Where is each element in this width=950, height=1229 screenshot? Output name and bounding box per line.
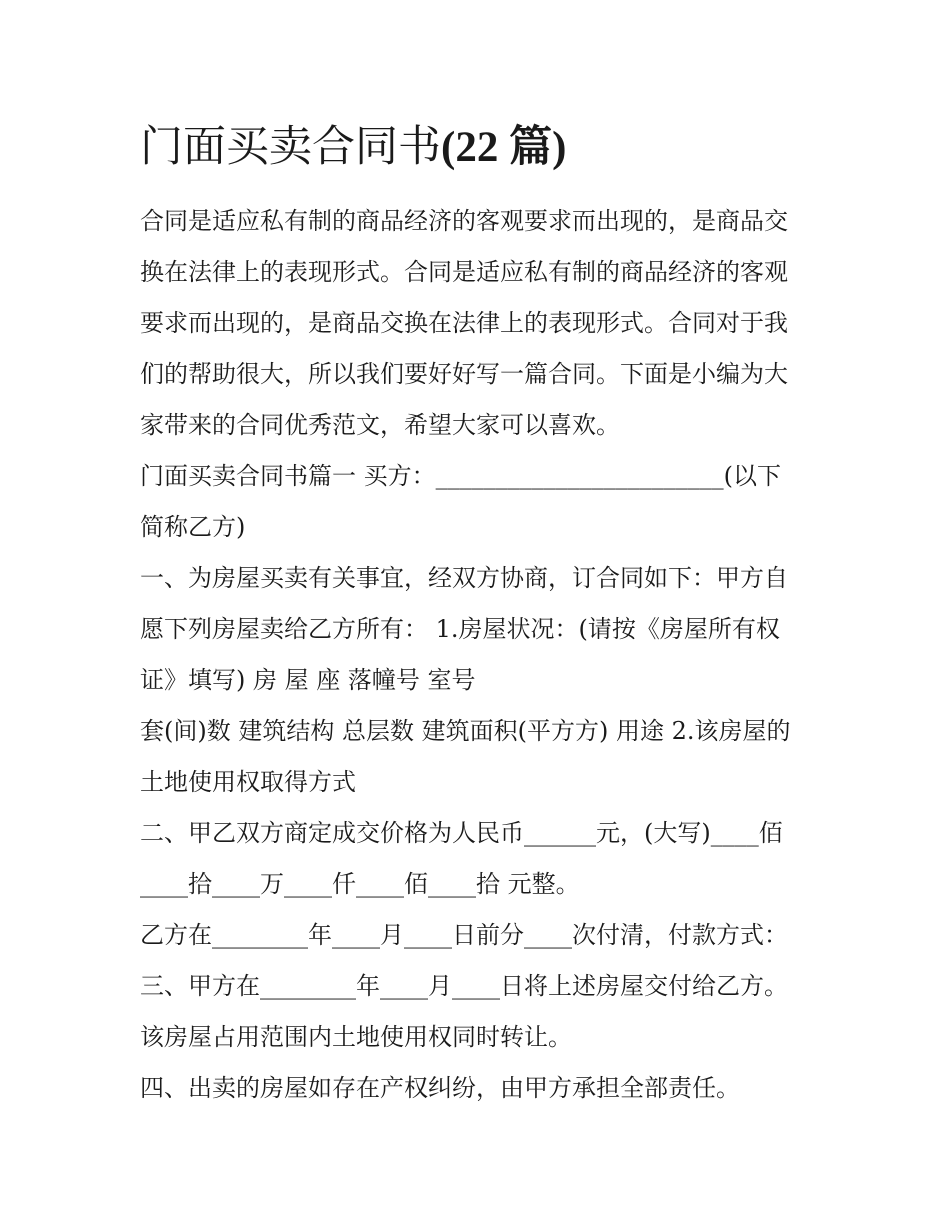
body-line: 土地使用权取得方式 (140, 768, 356, 796)
body-line: 家带来的合同优秀范文，希望大家可以喜欢。 (140, 411, 620, 439)
title-main: 门面买卖合同书 (140, 122, 441, 172)
body-line: 该房屋占用范围内土地使用权同时转让。 (140, 1023, 572, 1051)
body-line: 乙方在________年____月____日前分____次付清，付款方式： (140, 921, 788, 949)
body-line: 们的帮助很大，所以我们要好好写一篇合同。下面是小编为大 (140, 360, 788, 388)
body-line: 换在法律上的表现形式。合同是适应私有制的商品经济的客观 (140, 258, 788, 286)
body-line: 四、出卖的房屋如存在产权纠纷，由甲方承担全部责任。 (140, 1074, 740, 1102)
body-line: 合同是适应私有制的商品经济的客观要求而出现的，是商品交 (140, 207, 788, 235)
document-body (140, 196, 820, 1114)
body-line: 证》填写) 房 屋 座 落幢号 室号 (140, 666, 476, 694)
body-line: 简称乙方) (140, 513, 246, 541)
body-line: ____拾____万____仟____佰____拾 元整。 (140, 870, 580, 898)
body-line: 愿下列房屋卖给乙方所有： 1.房屋状况：(请按《房屋所有权 (140, 615, 780, 643)
title-count: (22 篇) (441, 124, 567, 171)
body-line: 三、甲方在________年____月____日将上述房屋交付给乙方。 (140, 972, 788, 1000)
body-line: 二、甲乙双方商定成交价格为人民币______元，(大写)____佰 (140, 819, 783, 847)
document-title (140, 112, 840, 183)
body-line: 一、为房屋买卖有关事宜，经双方协商，订合同如下：甲方自 (140, 564, 788, 592)
body-line: 要求而出现的，是商品交换在法律上的表现形式。合同对于我 (140, 309, 788, 337)
body-line: 门面买卖合同书篇一 买方：________________________(以下 (140, 462, 781, 490)
body-line: 套(间)数 建筑结构 总层数 建筑面积(平方方) 用途 2.该房屋的 (140, 717, 791, 745)
